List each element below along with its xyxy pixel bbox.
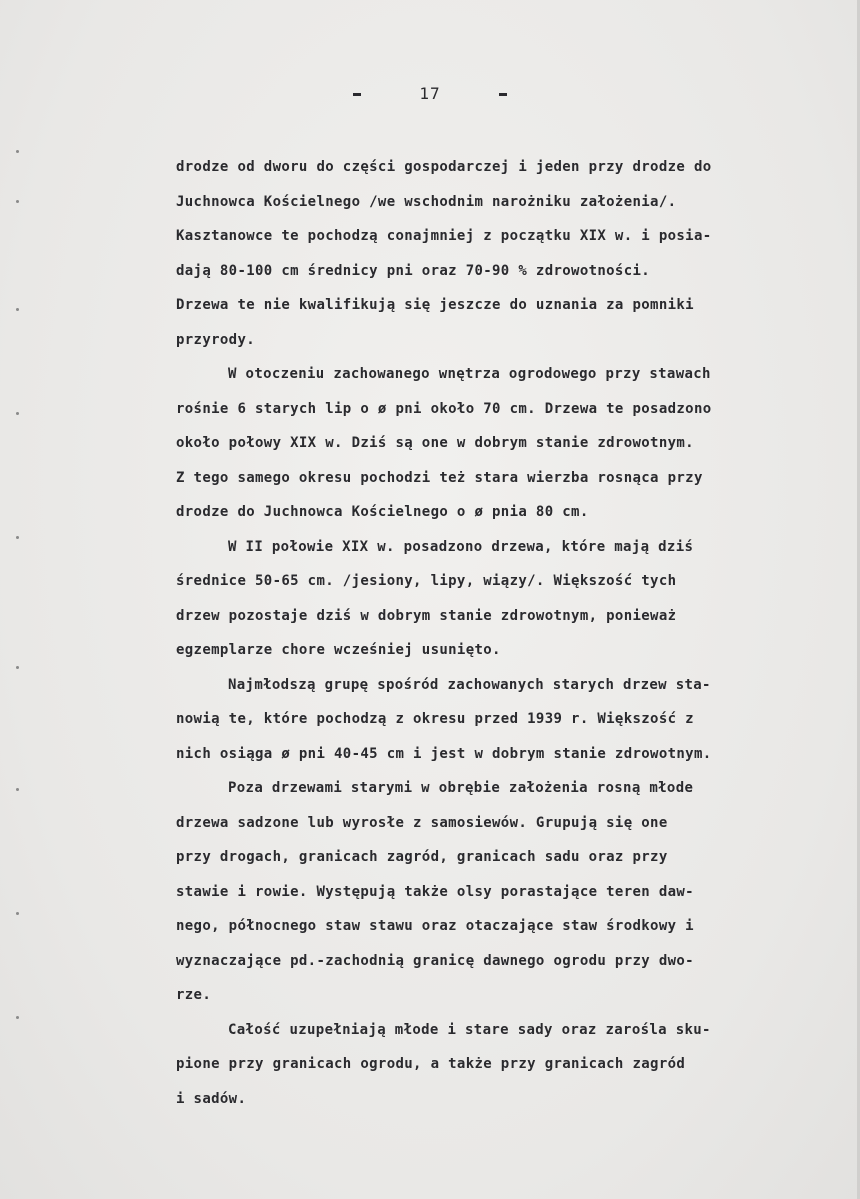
text-line: drodze do Juchnowca Kościelnego o ø pnia 80 cm. [176,504,589,520]
text-line: Całość uzupełniają młode i stare sady oraz zarośla sku- [228,1021,711,1038]
page-number [0,84,860,103]
text-line: pione przy granicach ogrodu, a także przy granicach zagród [176,1056,686,1072]
text-line: i sadów. [176,1090,247,1107]
margin-mark [16,308,19,311]
text-line: W II połowie XIX w. posadzono drzewa, które mają dziś [228,538,694,555]
margin-mark [16,536,19,539]
page-number-dash-right [499,93,507,96]
page-number-dash-left [353,93,361,96]
text-line: około połowy XIX w. Dziś są one w dobrym stanie zdrowotnym. [176,435,694,451]
text-line: rośnie 6 starych lip o ø pni około 70 cm. Drzewa te posadzono [176,400,712,417]
text-line: drodze od dworu do części gospodarczej i jeden przy drodze do [176,159,712,175]
text-line: średnice 50-65 cm. /jesiony, lipy, wiązy/. Większość tych [176,573,677,589]
margin-mark [16,666,19,669]
margin-mark [16,150,19,153]
text-line: Najmłodszą grupę spośród zachowanych starych drzew sta- [228,676,711,693]
text-line: Poza drzewami starymi w obrębie założenia rosną młode [228,780,694,796]
margin-mark [16,912,19,915]
text-line: drzew pozostaje dziś w dobrym stanie zdrowotnym, ponieważ [176,607,677,624]
text-line: Juchnowca Kościelnego /we wschodnim narożniku założenia/. [176,193,677,210]
text-line: Kasztanowce te pochodzą conajmniej z początku XIX w. i posia- [176,228,712,244]
text-line: nich osiąga ø pni 40-45 cm i jest w dobrym stanie zdrowotnym. [176,745,712,762]
text-line: przy drogach, granicach zagród, granicach sadu oraz przy [176,849,668,865]
text-line: W otoczeniu zachowanego wnętrza ogrodowego przy stawach [228,366,711,382]
text-line: nego, północnego staw stawu oraz otaczające staw środkowy i [176,918,694,934]
text-line: wyznaczające pd.-zachodnią granicę dawnego ogrodu przy dwo- [176,952,694,969]
margin-mark [16,788,19,791]
margin-mark [16,1016,19,1019]
text-line: stawie i rowie. Występują także olsy porastające teren daw- [176,883,694,900]
text-line: egzemplarze chore wcześniej usunięto. [176,642,501,658]
page-number-text: 17 [419,84,441,103]
text-line: dają 80-100 cm średnicy pni oraz 70-90 % zdrowotności. [176,262,651,279]
text-line: drzewa sadzone lub wyrosłe z samosiewów. Grupują się one [176,814,668,831]
text-line: nowią te, które pochodzą z okresu przed 1939 r. Większość z [176,711,694,727]
text-line: Drzewa te nie kwalifikują się jeszcze do uznania za pomniki [176,297,694,313]
text-line: przyrody. [176,331,256,348]
margin-mark [16,412,19,415]
margin-mark [16,200,19,203]
text-line: rze. [176,987,212,1003]
text-line: Z tego samego okresu pochodzi też stara wierzba rosnąca przy [176,469,703,486]
body-text [176,150,836,1116]
